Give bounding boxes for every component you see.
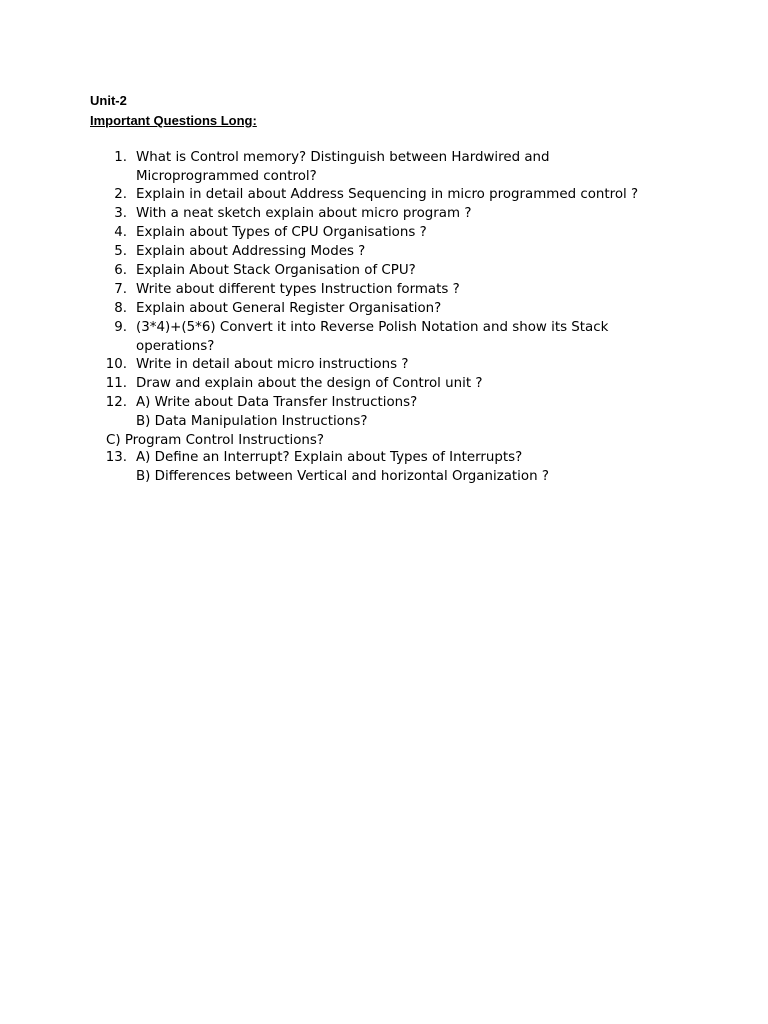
item-number: 6. xyxy=(114,263,127,278)
section-heading: Important Questions Long: xyxy=(90,113,257,128)
item-number: 2. xyxy=(114,187,127,202)
item-text: operations? xyxy=(136,339,215,354)
item-number: 8. xyxy=(114,301,127,316)
list-item xyxy=(0,355,768,374)
item-text: Explain about General Register Organisation? xyxy=(136,301,442,316)
item-text: B) Differences between Vertical and horizontal Organization ? xyxy=(136,469,549,484)
item-text: What is Control memory? Distinguish between Hardwired and xyxy=(136,150,550,165)
item-number: 7. xyxy=(114,282,127,297)
list-item-continuation xyxy=(0,337,768,355)
item-text: (3*4)+(5*6) Convert it into Reverse Polish Notation and show its Stack xyxy=(136,320,609,335)
list-item xyxy=(0,185,768,204)
item-text: C) Program Control Instructions? xyxy=(106,433,324,448)
item-number: 10. xyxy=(105,357,127,372)
list-item xyxy=(0,242,768,261)
list-item-continuation xyxy=(0,431,768,448)
item-number: 1. xyxy=(114,150,127,165)
item-text: A) Define an Interrupt? Explain about Types of Interrupts? xyxy=(136,450,523,465)
item-number: 3. xyxy=(114,206,127,221)
item-text: Write in detail about micro instructions ? xyxy=(136,357,409,372)
item-text: Explain about Addressing Modes ? xyxy=(136,244,366,259)
item-text: Explain in detail about Address Sequencing in micro programmed control ? xyxy=(136,187,639,202)
list-item xyxy=(0,204,768,223)
list-item xyxy=(0,318,768,337)
item-text: Explain About Stack Organisation of CPU? xyxy=(136,263,416,278)
question-list xyxy=(0,148,768,486)
list-item xyxy=(0,148,768,167)
item-text: A) Write about Data Transfer Instructions? xyxy=(136,395,418,410)
list-item xyxy=(0,448,768,467)
item-text: With a neat sketch explain about micro program ? xyxy=(136,206,472,221)
list-item xyxy=(0,280,768,299)
item-number: 9. xyxy=(114,320,127,335)
item-number: 5. xyxy=(114,244,127,259)
item-text: Draw and explain about the design of Control unit ? xyxy=(136,376,483,391)
list-item xyxy=(0,299,768,318)
item-number: 12. xyxy=(105,395,127,410)
item-text: B) Data Manipulation Instructions? xyxy=(136,414,368,429)
list-item xyxy=(0,261,768,280)
list-item xyxy=(0,374,768,393)
unit-title: Unit-2 xyxy=(90,93,127,108)
list-item xyxy=(0,393,768,412)
item-text: Explain about Types of CPU Organisations ? xyxy=(136,225,427,240)
list-item-continuation xyxy=(0,412,768,431)
item-number: 13. xyxy=(105,450,127,465)
item-text: Microprogrammed control? xyxy=(136,169,317,184)
list-item-continuation xyxy=(0,467,768,486)
item-number: 11. xyxy=(105,376,127,391)
item-number: 4. xyxy=(114,225,127,240)
list-item xyxy=(0,223,768,242)
item-text: Write about different types Instruction formats ? xyxy=(136,282,460,297)
list-item-continuation xyxy=(0,167,768,185)
